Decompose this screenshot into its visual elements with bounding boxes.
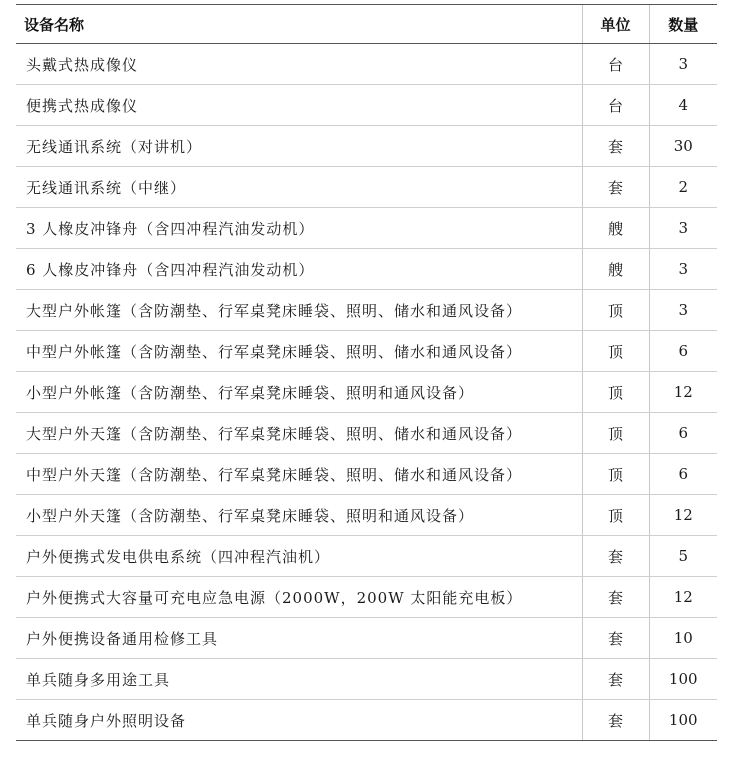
cell-quantity: 12 xyxy=(649,577,717,618)
table-row xyxy=(16,700,717,741)
cell-equipment-name: 户外便携设备通用检修工具 xyxy=(16,618,582,659)
table-row xyxy=(16,372,717,413)
table-row xyxy=(16,577,717,618)
cell-quantity: 3 xyxy=(649,249,717,290)
cell-unit: 顶 xyxy=(582,413,649,454)
cell-unit: 艘 xyxy=(582,249,649,290)
cell-equipment-name: 单兵随身多用途工具 xyxy=(16,659,582,700)
cell-unit: 顶 xyxy=(582,372,649,413)
cell-quantity: 100 xyxy=(649,659,717,700)
cell-quantity: 10 xyxy=(649,618,717,659)
cell-equipment-name: 中型户外帐篷（含防潮垫、行军桌凳床睡袋、照明、储水和通风设备） xyxy=(16,331,582,372)
cell-equipment-name: 无线通讯系统（中继） xyxy=(16,167,582,208)
cell-equipment-name: 小型户外帐篷（含防潮垫、行军桌凳床睡袋、照明和通风设备） xyxy=(16,372,582,413)
cell-equipment-name: 无线通讯系统（对讲机） xyxy=(16,126,582,167)
equipment-table-container xyxy=(16,4,717,741)
cell-unit: 套 xyxy=(582,659,649,700)
cell-equipment-name: 大型户外帐篷（含防潮垫、行军桌凳床睡袋、照明、储水和通风设备） xyxy=(16,290,582,331)
table-row xyxy=(16,167,717,208)
cell-equipment-name: 大型户外天篷（含防潮垫、行军桌凳床睡袋、照明、储水和通风设备） xyxy=(16,413,582,454)
cell-equipment-name: 3 人橡皮冲锋舟（含四冲程汽油发动机） xyxy=(16,208,582,249)
cell-unit: 顶 xyxy=(582,495,649,536)
cell-quantity: 100 xyxy=(649,700,717,741)
header-unit: 单位 xyxy=(582,5,649,44)
cell-unit: 套 xyxy=(582,618,649,659)
cell-quantity: 4 xyxy=(649,85,717,126)
table-row xyxy=(16,208,717,249)
cell-quantity: 6 xyxy=(649,454,717,495)
table-row xyxy=(16,495,717,536)
cell-quantity: 5 xyxy=(649,536,717,577)
cell-equipment-name: 单兵随身户外照明设备 xyxy=(16,700,582,741)
equipment-table xyxy=(16,4,717,741)
cell-equipment-name: 小型户外天篷（含防潮垫、行军桌凳床睡袋、照明和通风设备） xyxy=(16,495,582,536)
cell-quantity: 12 xyxy=(649,372,717,413)
cell-unit: 顶 xyxy=(582,331,649,372)
table-row xyxy=(16,331,717,372)
cell-unit: 顶 xyxy=(582,290,649,331)
header-row xyxy=(16,5,717,44)
cell-unit: 套 xyxy=(582,126,649,167)
cell-equipment-name: 便携式热成像仪 xyxy=(16,85,582,126)
cell-unit: 艘 xyxy=(582,208,649,249)
cell-unit: 套 xyxy=(582,700,649,741)
cell-quantity: 12 xyxy=(649,495,717,536)
cell-unit: 顶 xyxy=(582,454,649,495)
table-row xyxy=(16,413,717,454)
cell-quantity: 2 xyxy=(649,167,717,208)
cell-unit: 套 xyxy=(582,167,649,208)
header-quantity: 数量 xyxy=(649,5,717,44)
table-row xyxy=(16,536,717,577)
cell-unit: 台 xyxy=(582,85,649,126)
cell-equipment-name: 户外便携式大容量可充电应急电源（2000W，200W 太阳能充电板） xyxy=(16,577,582,618)
table-row xyxy=(16,85,717,126)
table-header xyxy=(16,5,717,44)
header-equipment-name: 设备名称 xyxy=(16,5,582,44)
cell-unit: 套 xyxy=(582,577,649,618)
table-row xyxy=(16,290,717,331)
table-row xyxy=(16,454,717,495)
cell-quantity: 6 xyxy=(649,331,717,372)
cell-quantity: 30 xyxy=(649,126,717,167)
cell-quantity: 3 xyxy=(649,44,717,85)
cell-equipment-name: 中型户外天篷（含防潮垫、行军桌凳床睡袋、照明、储水和通风设备） xyxy=(16,454,582,495)
cell-quantity: 3 xyxy=(649,208,717,249)
cell-equipment-name: 6 人橡皮冲锋舟（含四冲程汽油发动机） xyxy=(16,249,582,290)
table-row xyxy=(16,659,717,700)
cell-quantity: 3 xyxy=(649,290,717,331)
table-row xyxy=(16,44,717,85)
cell-unit: 台 xyxy=(582,44,649,85)
cell-quantity: 6 xyxy=(649,413,717,454)
table-body xyxy=(16,44,717,741)
table-row xyxy=(16,249,717,290)
table-row xyxy=(16,618,717,659)
cell-equipment-name: 户外便携式发电供电系统（四冲程汽油机） xyxy=(16,536,582,577)
cell-unit: 套 xyxy=(582,536,649,577)
cell-equipment-name: 头戴式热成像仪 xyxy=(16,44,582,85)
table-row xyxy=(16,126,717,167)
